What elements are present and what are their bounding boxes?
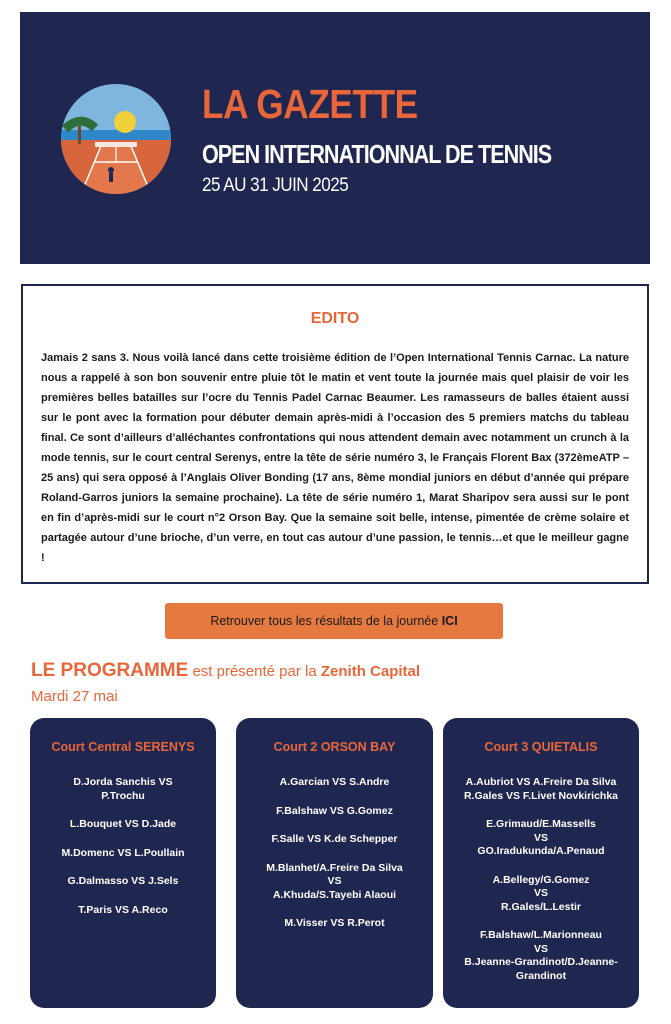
match-line: VS [533,831,548,844]
gazette-header [20,12,650,264]
programme-title: LE PROGRAMME [31,660,189,681]
match-list [38,776,208,932]
match-line: R.Gales VS F.Livet Novkirichka [463,789,619,802]
edito-title: EDITO [310,310,360,327]
match-line: A.Garcian VS S.Andre [279,776,390,788]
gazette-title: LA GAZETTE [202,81,418,127]
match-item [38,904,208,918]
match-line: VS [533,887,548,899]
match-list [244,776,425,946]
match-line: M.Blanhet/A.Freire Da Silva [266,861,403,874]
match-line: GO.Iradukunda/A.Penaud [477,845,605,857]
results-button-strong: ICI [441,614,458,628]
match-line: T.Paris VS A.Reco [78,903,168,916]
match-list [451,776,631,998]
results-button[interactable] [165,603,503,639]
match-line: M.Visser VS R.Perot [284,917,385,929]
match-line: VS [533,942,548,955]
court-title: Court 3 QUIETALIS [484,740,598,754]
match-line: F.Salle VS K.de Schepper [271,833,398,845]
match-item [38,776,208,803]
tournament-name: OPEN INTERNATIONNAL DE TENNIS [202,139,552,169]
tournament-dates: 25 AU 31 JUIN 2025 [202,175,349,196]
match-line: A.Aubriot VS A.Freire Da Silva [465,776,617,788]
match-item [244,776,425,790]
programme-heading [31,660,420,682]
match-line: A.Bellegy/G.Gomez [492,873,590,886]
court-card-quietalis [443,718,639,1008]
match-line: A.Khuda/S.Tayebi Alaoui [272,888,397,901]
tennis-court-logo-icon [61,84,171,194]
match-line: Grandinot [515,969,567,982]
match-line: G.Dalmasso VS J.Sels [67,875,179,887]
match-item [244,833,425,847]
match-item [451,874,631,915]
programme-middle: est présenté par la [188,663,321,680]
match-line: P.Trochu [101,789,145,802]
court-title: Court Central SERENYS [51,740,195,754]
match-line: E.Grimaud/E.Massells [486,818,596,830]
match-line: F.Balshaw/L.Marionneau [480,929,602,941]
match-line: L.Bouquet VS D.Jade [69,818,177,830]
programme-date: Mardi 27 mai [31,688,118,705]
programme-sponsor: Zenith Capital [320,663,421,680]
match-item [38,875,208,889]
match-line: B.Jeanne-Grandinot/D.Jeanne- [464,956,618,968]
match-line: VS [327,875,342,887]
edito-box [21,284,649,584]
match-item [38,818,208,832]
edito-text: Jamais 2 sans 3. Nous voilà lancé dans cette troisième édition de l’Open International Tennis Carnac. La nature nous a rappelé à son bon souvenir entre pluie tôt le matin et vent toute la journée mais quel plaisir de voir les premières belles batailles sur l’ocre du Tennis Padel Carnac Beaumer. Les ramasseurs de balles étaient aussi sur le pont avec la formation pour débuter demain après-midi à l’occasion des 5 premiers matchs du tableau final. Ce sont d’ailleurs d’alléchantes confrontations qui nous attendent demain avec notamment un crunch à la mode tennis, sur le court central Serenys, entre la tête de série numéro 3, le Français Florent Bax (372èmeATP – 25 ans) qui sera opposé à l’Anglais Oliver Bonding (17 ans, 8ème mondial juniors en début d’année qui prépare Roland-Garros juniors la semaine prochaine). La tête de série numéro 1, Marat Sharipov sera aussi sur le pont en fin d’après-midi sur le court n°2 Orson Bay. Que la semaine soit belle, intense, pimentée de crème solaire et partagée autour d’une brioche, d’un verre, en tout cas autour d’une passion, le tennis…et que le meilleur gagne ! [41,352,629,564]
court-card-orson-bay [236,718,433,1008]
match-item [451,929,631,983]
court-title: Court 2 ORSON BAY [273,740,396,754]
match-line: F.Balshaw VS G.Gomez [276,804,393,817]
match-line: D.Jorda Sanchis VS [73,776,173,788]
match-item [451,776,631,803]
match-item [451,818,631,859]
match-item [244,862,425,903]
match-item [38,847,208,861]
court-card-central [30,718,216,1008]
match-line: R.Gales/L.Lestir [501,900,581,913]
match-line: M.Domenc VS L.Poullain [61,846,185,859]
match-item [244,917,425,931]
match-item [244,805,425,819]
results-button-label: Retrouver tous les résultats de la journée [210,614,442,628]
